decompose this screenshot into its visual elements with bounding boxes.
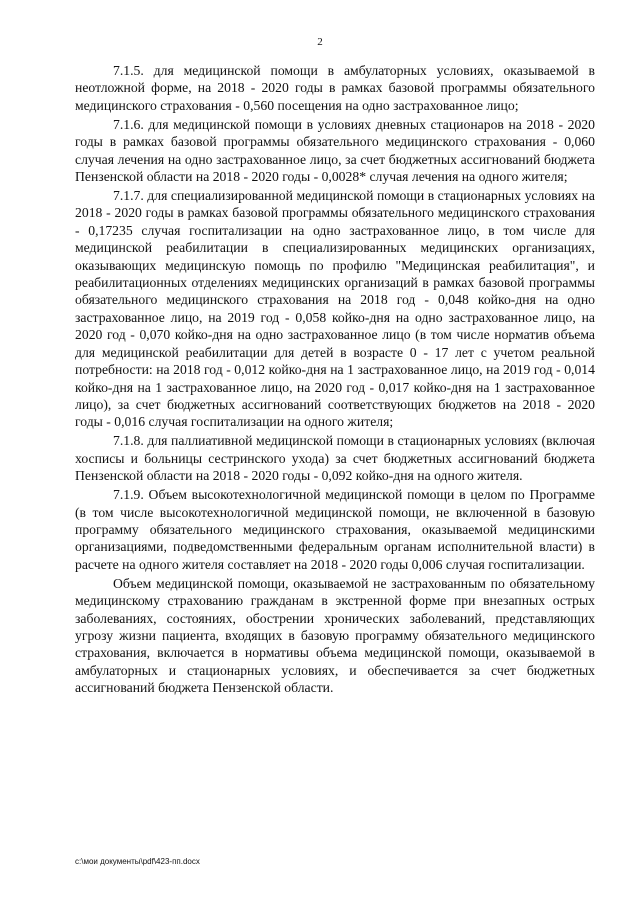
paragraph-emergency-care: Объем медицинской помощи, оказываемой не застрахованным по обязательному медицинскому страхованию гражданам в экстренной форме при внезапных острых заболеваниях, состояниях, обострении хронических заболеваний, представляющих угрозу жизни пациента, входящих в базовую программу обязательного медицинского страхования, включается в нормативы объема медицинской помощи, оказываемой в амбулаторных и стационарных условиях, и обеспечивается за счет бюджетных ассигнований бюджета Пензенской области.	[75, 575, 595, 696]
footer-file-path: c:\мои документы\pdf\423-пп.docx	[75, 857, 200, 866]
page-number: 2	[317, 36, 323, 48]
paragraph-7-1-8: 7.1.8. для паллиативной медицинской помощи в стационарных условиях (включая хосписы и больницы сестринского ухода) за счет бюджетных ассигнований бюджета Пензенской области на 2018 - 2020 годы - 0,092 койко-дня на одного жителя.	[75, 433, 595, 484]
paragraph-7-1-9: 7.1.9. Объем высокотехнологичной медицинской помощи в целом по Программе (в том числе высокотехнологичной медицинской помощи, не включенной в базовую программу обязательного медицинского страхования, оказываемой медицинскими организациями, подведомственными федеральным органам исполнительной власти) в расчете на одного жителя составляет на 2018 - 2020 годы 0,006 случая госпитализации.	[75, 487, 595, 572]
paragraph-7-1-6: 7.1.6. для медицинской помощи в условиях дневных стационаров на 2018 - 2020 годы в рамках базовой программы обязательного медицинского страхования - 0,060 случая лечения на одно застрахованное лицо, за счет бюджетных ассигнований бюджета Пензенской области на 2018 - 2020 годы - 0,0028* случая лечения на одного жителя;	[75, 116, 595, 185]
paragraph-7-1-7: 7.1.7. для специализированной медицинской помощи в стационарных условиях на 2018 - 2020 годы в рамках базовой программы обязательного медицинского страхования - 0,17235 случая госпитализации на одно застрахованное лицо, в том числе для медицинской реабилитации в специализированных медицинских организациях, оказывающих медицинскую помощь по профилю "Медицинская реабилитация", и реабилитационных отделениях медицинских организаций в рамках базовой программы обязательного медицинского страхования на 2018 год - 0,048 койко-дня на одно застрахованное лицо, на 2019 год - 0,058 койко-дня на одно застрахованное лицо, на 2020 год - 0,070 койко-дня на одно застрахованное лицо (в том числе норматив объема для медицинской реабилитации для детей в возрасте 0 - 17 лет с учетом реальной потребности: на 2018 год - 0,012 койко-дня на 1 застрахованное лицо, на 2019 год - 0,014 койко-дня на 1 застрахованное лицо, на 2020 год - 0,017 койко-дня на 1 застрахованное лицо), за счет бюджетных ассигнований соответствующих бюджетов на 2018 - 2020 годы - 0,016 случая госпитализации на одного жителя;	[75, 188, 595, 430]
document-body	[75, 62, 595, 698]
paragraph-7-1-5: 7.1.5. для медицинской помощи в амбулаторных условиях, оказываемой в неотложной форме, на 2018 - 2020 годы в рамках базовой программы обязательного медицинского страхования - 0,560 посещения на одно застрахованное лицо;	[75, 63, 595, 113]
